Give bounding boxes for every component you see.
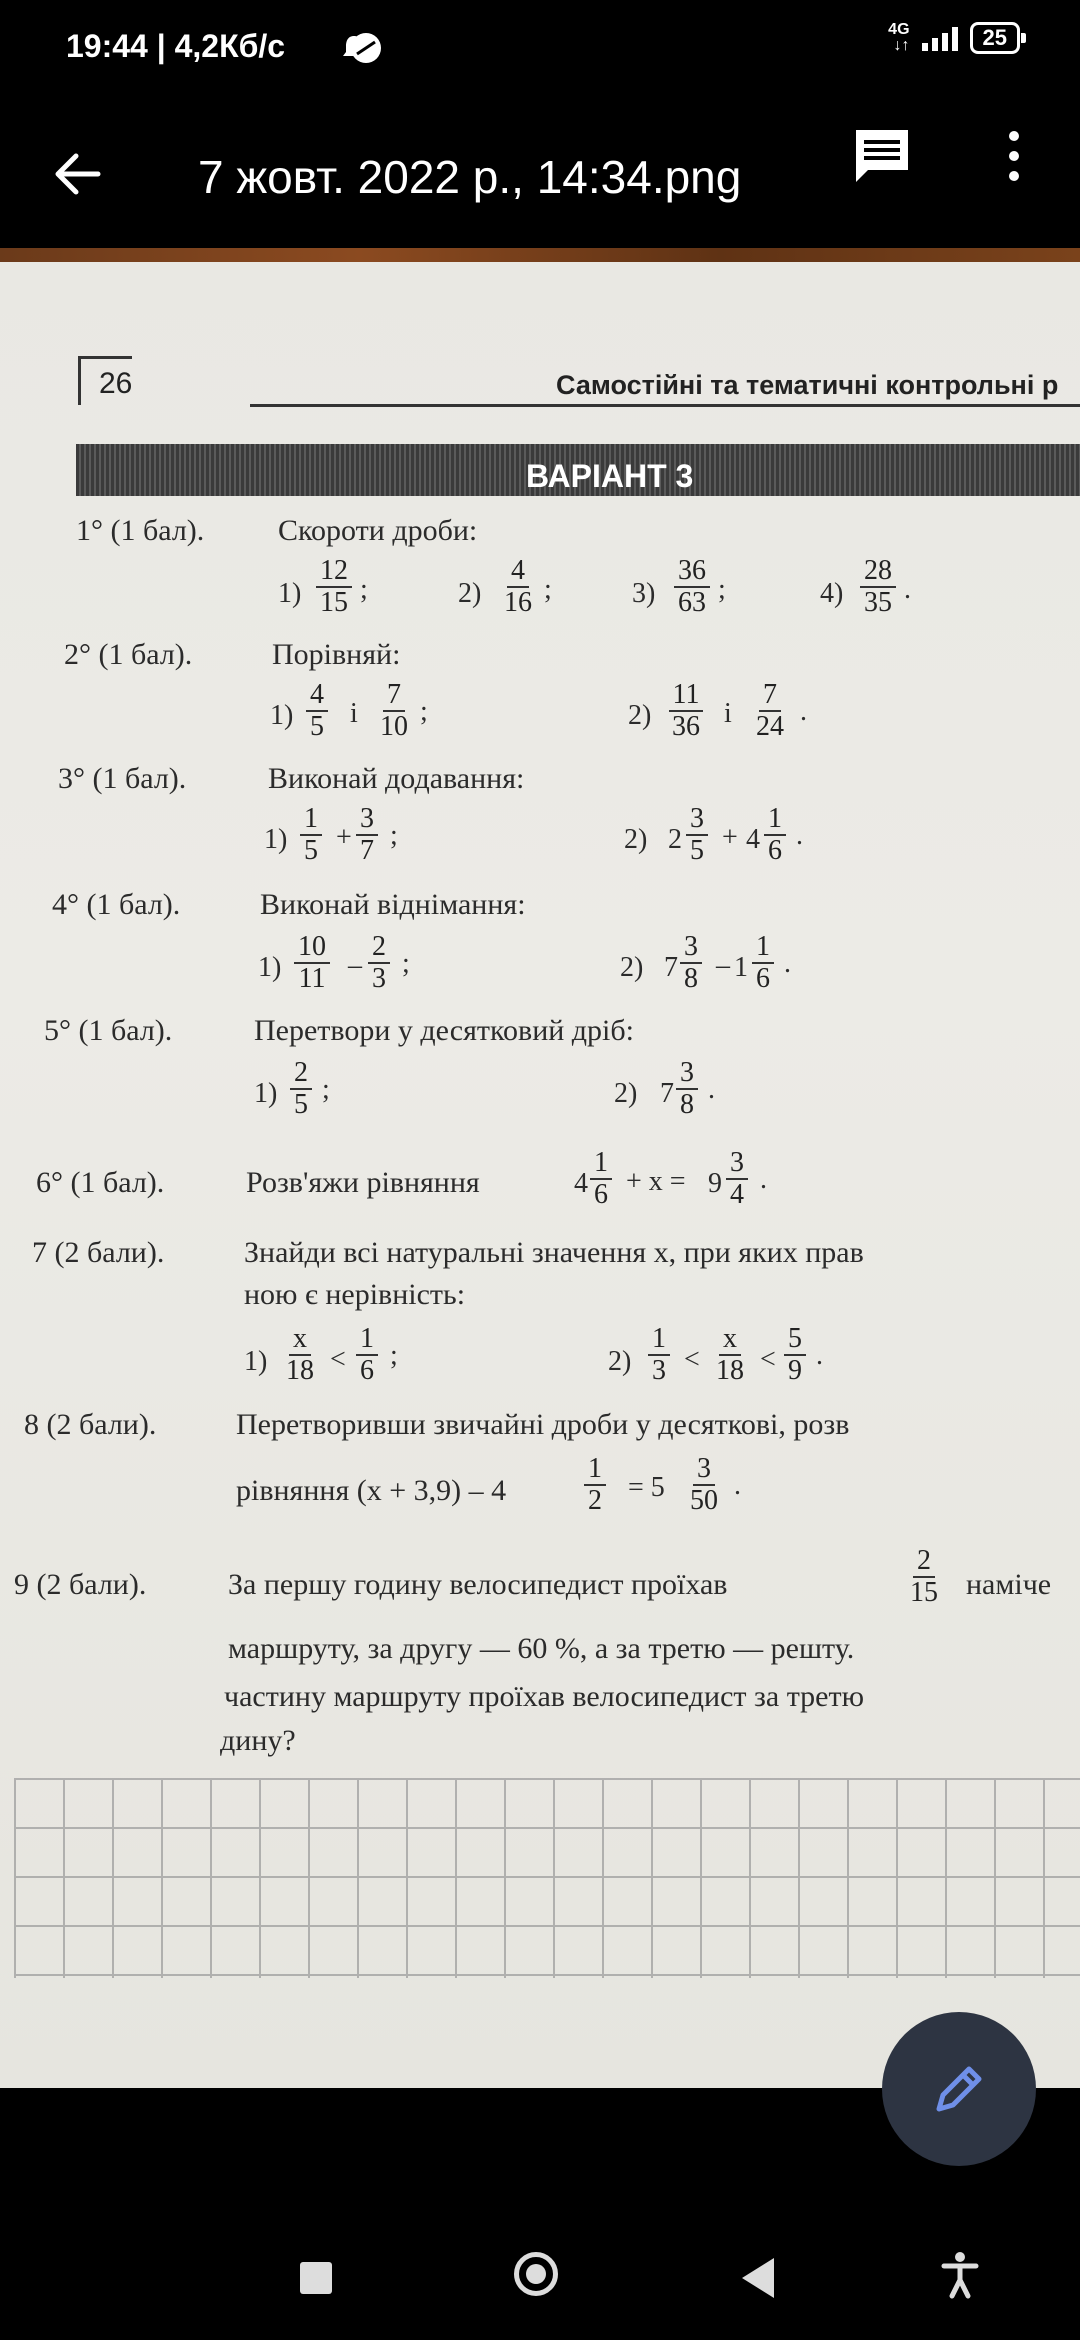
task-6-text: Розв'яжи рівняння bbox=[246, 1166, 480, 1199]
operator: < bbox=[760, 1344, 776, 1375]
fraction: $\frac{x}{18}$ bbox=[286, 1323, 314, 1386]
task-3-number: 3° (1 бал). bbox=[58, 762, 187, 795]
item-label: 1) bbox=[270, 700, 294, 731]
fraction: $\frac{10}{11}$ bbox=[294, 932, 330, 994]
task-2-text: Порівняй: bbox=[272, 638, 401, 671]
operator: і bbox=[350, 698, 358, 729]
separator: ; bbox=[544, 574, 552, 605]
battery-icon: 25 bbox=[970, 22, 1020, 54]
item-label: 2) bbox=[624, 824, 648, 855]
fraction: $\frac{3}{4}$ bbox=[726, 1148, 748, 1210]
fraction: $\frac{3}{7}$ bbox=[356, 804, 378, 866]
separator: . bbox=[734, 1470, 741, 1501]
task-9-text-3: частину маршруту проїхав велосипедист за третю bbox=[224, 1680, 865, 1713]
separator: ; bbox=[420, 696, 428, 727]
whole-part: 7 bbox=[664, 952, 678, 983]
item-label: 2) bbox=[608, 1346, 632, 1377]
fraction: $\frac{7}{24}$ bbox=[756, 679, 784, 742]
whole-part: 1 bbox=[734, 952, 748, 983]
item-label: 2) bbox=[614, 1078, 638, 1109]
task-8-text: Перетворивши звичайні дроби у десяткові, розв bbox=[236, 1408, 850, 1441]
task-6-number: 6° (1 бал). bbox=[36, 1166, 165, 1199]
whole-part: 9 bbox=[708, 1168, 722, 1199]
separator: . bbox=[904, 574, 911, 605]
home-icon[interactable] bbox=[514, 2252, 558, 2296]
fraction: $\frac{1}{5}$ bbox=[300, 804, 322, 866]
separator: . bbox=[816, 1340, 823, 1371]
task-9-text: За першу годину велосипедист проїхав bbox=[228, 1568, 728, 1601]
fraction: $\frac{1}{3}$ bbox=[648, 1324, 670, 1386]
fraction: $\frac{2}{3}$ bbox=[368, 932, 390, 994]
separator: ; bbox=[718, 574, 726, 605]
whole-part: 4 bbox=[574, 1168, 588, 1199]
sync-icon bbox=[348, 30, 384, 66]
task-5-number: 5° (1 бал). bbox=[44, 1014, 173, 1047]
item-label: 2) bbox=[628, 700, 652, 731]
whole-part: 7 bbox=[660, 1078, 674, 1109]
fraction: $\frac{2}{15}$ bbox=[910, 1545, 938, 1608]
variant-title: ВАРІАНТ 3 bbox=[526, 458, 694, 494]
task-1-item-3-label: 3) bbox=[632, 578, 656, 609]
separator: . bbox=[708, 1074, 715, 1105]
recents-icon[interactable] bbox=[300, 2262, 332, 2294]
separator: . bbox=[796, 820, 803, 851]
whole-part: 2 bbox=[668, 824, 682, 855]
item-label: 2) bbox=[620, 952, 644, 983]
edit-pencil-icon bbox=[929, 2059, 989, 2119]
separator: ; bbox=[322, 1074, 330, 1105]
fraction: $\frac{2}{5}$ bbox=[290, 1058, 312, 1120]
task-2-number: 2° (1 бал). bbox=[64, 638, 193, 671]
fraction: $\frac{3}{8}$ bbox=[676, 1058, 698, 1120]
status-bar bbox=[0, 0, 1080, 96]
image-viewer[interactable] bbox=[0, 248, 1080, 2088]
comment-icon[interactable] bbox=[850, 124, 914, 188]
operator: і bbox=[724, 698, 732, 729]
task-8-number: 8 (2 бали). bbox=[24, 1408, 157, 1441]
fraction: $\frac{3}{50}$ bbox=[690, 1453, 718, 1516]
fraction: $\frac{5}{9}$ bbox=[784, 1324, 806, 1386]
edit-button[interactable] bbox=[882, 2012, 1036, 2166]
task-7-text-2: ною є нерівність: bbox=[244, 1278, 466, 1311]
page-header: Самостійні та тематичні контрольні р bbox=[556, 370, 1059, 400]
task-3-text: Виконай додавання: bbox=[268, 762, 525, 795]
system-nav-bar bbox=[0, 2180, 1080, 2340]
fraction: $\frac{3}{8}$ bbox=[680, 932, 702, 994]
separator: . bbox=[800, 696, 807, 727]
file-title: 7 жовт. 2022 р., 14:34.png bbox=[198, 151, 742, 203]
fraction: $\frac{7}{10}$ bbox=[380, 679, 408, 742]
header-rule bbox=[250, 404, 1080, 407]
more-vert-icon[interactable] bbox=[1000, 126, 1028, 186]
task-4-number: 4° (1 бал). bbox=[52, 888, 181, 921]
task-1-item-1-label: 1) bbox=[278, 578, 302, 609]
separator: ; bbox=[390, 1340, 398, 1371]
fraction: $\frac{4}{5}$ bbox=[306, 680, 328, 742]
fraction: $\frac{1}{2}$ bbox=[584, 1454, 606, 1516]
page-number: 26 bbox=[78, 356, 132, 405]
answer-grid bbox=[14, 1778, 1080, 1978]
task-5-text: Перетвори у десятковий дріб: bbox=[254, 1014, 634, 1047]
operator: + bbox=[336, 822, 352, 853]
fraction: $\frac{4}{16}$ bbox=[504, 555, 532, 618]
fraction: $\frac{28}{35}$ bbox=[860, 556, 896, 618]
network-type: 4G ↓↑ bbox=[888, 21, 910, 54]
item-label: 1) bbox=[254, 1078, 278, 1109]
fraction: $\frac{1}{6}$ bbox=[752, 932, 774, 994]
separator: ; bbox=[390, 820, 398, 851]
operator: = 5 bbox=[628, 1472, 665, 1503]
accessibility-icon[interactable] bbox=[940, 2250, 980, 2300]
operator: – bbox=[716, 950, 730, 981]
task-9-text-4: дину? bbox=[220, 1724, 296, 1757]
separator: ; bbox=[360, 574, 368, 605]
task-8-equation: рівняння (x + 3,9) – 4 bbox=[236, 1474, 507, 1507]
fraction: $\frac{36}{63}$ bbox=[674, 556, 710, 618]
back-icon[interactable] bbox=[742, 2258, 774, 2298]
task-9-text-after: наміче bbox=[966, 1568, 1052, 1601]
operator: + bbox=[722, 822, 738, 853]
separator: ; bbox=[402, 948, 410, 979]
fraction: $\frac{11}{36}$ bbox=[668, 680, 704, 742]
status-icons bbox=[888, 22, 1020, 54]
status-time: 19:44 | 4,2Кб/с bbox=[66, 28, 286, 64]
operator: – bbox=[348, 950, 362, 981]
back-arrow-icon[interactable] bbox=[48, 144, 108, 204]
operator: + x = bbox=[626, 1166, 686, 1197]
task-1-item-2-label: 2) bbox=[458, 578, 482, 609]
fraction: $\frac{3}{5}$ bbox=[686, 804, 708, 866]
fraction: $\frac{1}{6}$ bbox=[356, 1324, 378, 1386]
app-bar bbox=[0, 96, 1080, 246]
item-label: 1) bbox=[264, 824, 288, 855]
task-1-item-4-label: 4) bbox=[820, 578, 844, 609]
item-label: 1) bbox=[258, 952, 282, 983]
task-7-text: Знайди всі натуральні значення x, при яких прав bbox=[244, 1236, 864, 1269]
table-edge bbox=[0, 248, 1080, 262]
whole-part: 4 bbox=[746, 824, 760, 855]
task-1-text: Скороти дроби: bbox=[278, 514, 478, 547]
operator: < bbox=[684, 1344, 700, 1375]
operator: < bbox=[330, 1344, 346, 1375]
separator: . bbox=[784, 948, 791, 979]
fraction: $\frac{1}{6}$ bbox=[764, 804, 786, 866]
fraction: $\frac{12}{15}$ bbox=[316, 556, 352, 618]
fraction: $\frac{x}{18}$ bbox=[716, 1323, 744, 1386]
task-7-number: 7 (2 бали). bbox=[32, 1236, 165, 1269]
task-9-number: 9 (2 бали). bbox=[14, 1568, 147, 1601]
task-9-text-2: маршруту, за другу — 60 %, а за третю — решту. bbox=[228, 1632, 855, 1665]
item-label: 1) bbox=[244, 1346, 268, 1377]
fraction: $\frac{1}{6}$ bbox=[590, 1148, 612, 1210]
task-4-text: Виконай віднімання: bbox=[260, 888, 526, 921]
signal-strength-icon bbox=[922, 25, 958, 51]
task-1-number: 1° (1 бал). bbox=[76, 514, 205, 547]
separator: . bbox=[760, 1164, 767, 1195]
